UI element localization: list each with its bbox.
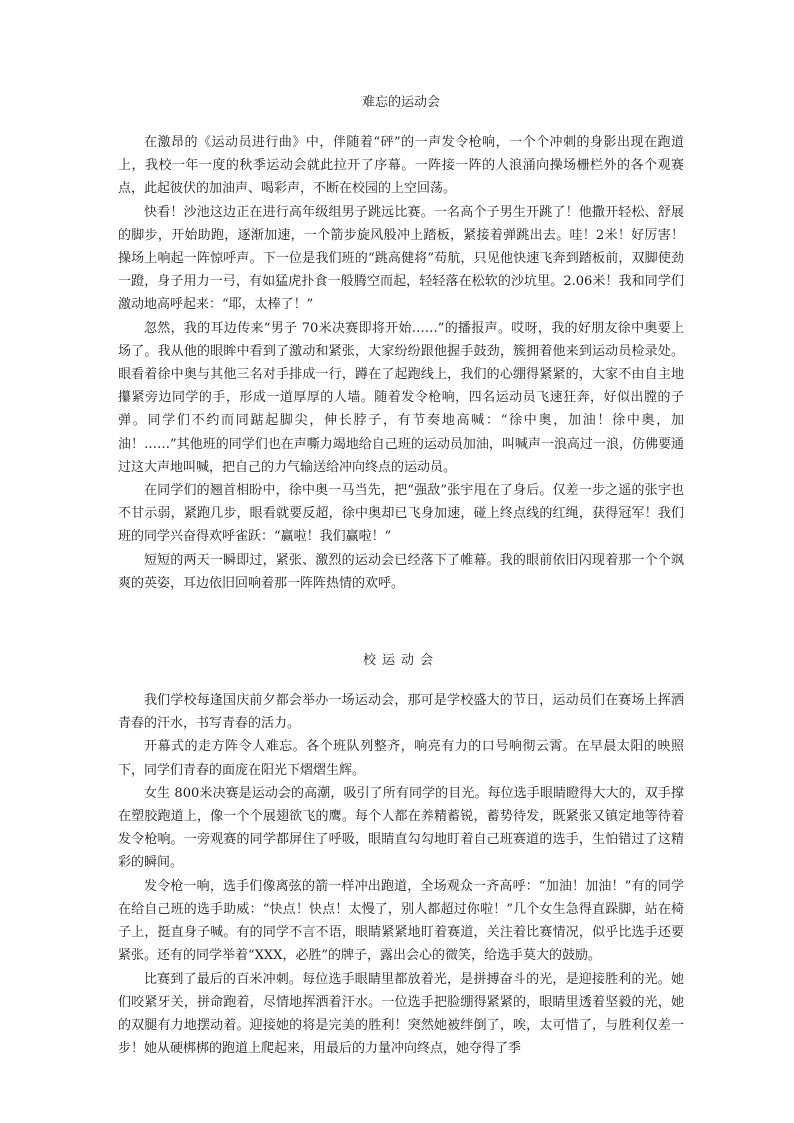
article-paragraph: 在同学们的翘首相盼中，徐中奥一马当先，把“强敌”张宇甩在了身后。仅差一步之遥的张宇也不甘示弱，紧跑几步，眼看就要反超，徐中奥却已飞身加速，碰上终点线的红绳，获得冠军！我们班的同学兴奋得欢呼雀跃：“赢啦！我们赢啦！” — [118, 483, 684, 545]
article-title: 校运动会 — [362, 653, 439, 669]
article-paragraph: 发令枪一响，选手们像离弦的箭一样冲出跑道，全场观众一齐高呼：“加油！加油！”有的同学在给自己班的选手助威：“快点！快点！太慢了，别人都超过你啦！”几个女生急得直跺脚，站在椅子上，挺直身子喊。有的同学不言不语，眼睛紧紧地盯着赛道，关注着比赛情况，似乎比选手还要紧张。还有的同学举着“XXX，必胜”的牌子，露出会心的微笑，给选手莫大的鼓励。 — [118, 878, 684, 964]
article-title: 难忘的运动会 — [361, 95, 440, 110]
article-paragraph: 开幕式的走方阵令人难忘。各个班队列整齐，响亮有力的口号响彻云霄。在早晨太阳的映照下，同学们青春的面庞在阳光下熠熠生辉。 — [118, 739, 684, 778]
article-paragraph: 比赛到了最后的百米冲刺。每位选手眼睛里都放着光，是拼搏奋斗的光，是迎接胜利的光。她们咬紧牙关，拼命跑着，尽情地挥洒着汗水。一位选手把脸绷得紧紧的，眼睛里透着坚毅的光，她的双腿有力地摆动着。迎接她的将是完美的胜利！突然她被绊倒了，唉，太可惜了，与胜利仅差一步！她从硬梆梆的跑道上爬起来，用最后的力量冲向终点，她夺得了季 — [118, 971, 684, 1057]
article-paragraph: 在激昂的《运动员进行曲》中，伴随着“砰”的一声发令枪响，一个个冲刺的身影出现在跑道上，我校一年一度的秋季运动会就此拉开了序幕。一阵接一阵的人浪涌向操场栅栏外的各个观赛点，此起彼伏的加油声、喝彩声，不断在校园的上空回荡。 — [118, 135, 684, 197]
article-paragraph: 忽然，我的耳边传来“男子 70米决赛即将开始……”的播报声。哎呀，我的好朋友徐中奥要上场了。我从他的眼眸中看到了激动和紧张，大家纷纷跟他握手鼓劲，簇拥着他来到运动员检录处。眼看着徐中奥与其他三名对手排成一行，蹲在了起跑线上，我们的心绷得紧紧的，大家不由自主地攥紧旁边同学的手，形成一道厚厚的人墙。随着发令枪响，四名运动员飞速狂奔，好似出膛的子弹。同学们不约而同踮起脚尖，伸长脖子，有节奏地高喊：“徐中奥，加油！徐中奥，加油！……”其他班的同学们也在声嘶力竭地给自己班的运动员加油，叫喊声一浪高过一浪，仿佛要通过这大声地叫喊，把自己的力气输送给冲向终点的运动员。 — [118, 320, 684, 475]
article-memorable-sports-meet — [118, 93, 684, 595]
article-paragraph: 女生 800米决赛是运动会的高潮，吸引了所有同学的目光。每位选手眼睛瞪得大大的，双手撑在塑胶跑道上，像一个个展翅欲飞的鹰。每个人都在养精蓄锐，蓄势待发，既紧张又镇定地等待着发令枪响。一旁观赛的同学都屏住了呼吸，眼睛直勾勾地盯着自己班赛道的选手，生怕错过了这精彩的瞬间。 — [118, 785, 684, 871]
article-school-sports-meet — [118, 651, 684, 1060]
article-paragraph: 短短的两天一瞬即过，紧张、激烈的运动会已经落下了帷幕。我的眼前依旧闪现着那一个个飒爽的英姿，耳边依旧回响着那一阵阵热情的欢呼。 — [118, 552, 684, 591]
article-paragraph: 快看！沙池这边正在进行高年级组男子跳远比赛。一名高个子男生开跳了！他撒开轻松、舒展的脚步，开始助跑，逐渐加速，一个箭步旋风般冲上踏板，紧接着弹跳出去。哇！2米！好厉害！操场上响起一阵惊呼声。下一位是我们班的“跳高健将”苟航，只见他快速飞奔到踏板前，双脚使劲一蹬，身子用力一弓，有如猛虎扑食一般腾空而起，轻轻落在松软的沙坑里。2.06米！我和同学们激动地高呼起来：“耶，太棒了！” — [118, 204, 684, 313]
document-page — [118, 93, 684, 1060]
article-paragraph: 我们学校每逢国庆前夕都会举办一场运动会，那可是学校盛大的节日，运动员们在赛场上挥洒青春的汗水，书写青春的活力。 — [118, 693, 684, 732]
